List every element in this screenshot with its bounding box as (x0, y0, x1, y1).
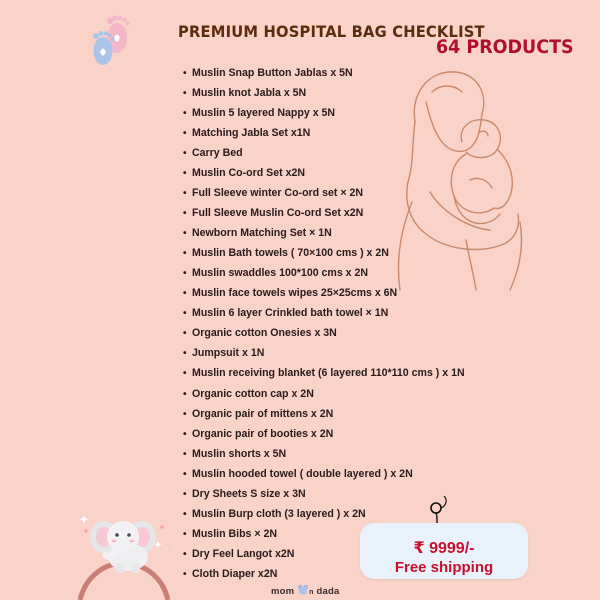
checklist-item: • Full Sleeve winter Co-ord set × 2N (183, 183, 465, 203)
checklist-item: • Muslin swaddles 100*100 cms x 2N (183, 263, 465, 283)
price-card (360, 523, 528, 579)
checklist-item: • Muslin face towels wipes 25×25cms x 6N (183, 283, 465, 303)
product-count-badge: 64 PRODUCTS (436, 36, 574, 58)
brand-right: dada (316, 586, 340, 597)
checklist-item: • Newborn Matching Set × 1N (183, 223, 465, 243)
checklist-item: • Muslin 6 layer Crinkled bath towel × 1N (183, 303, 465, 323)
checklist-item: • Cloth Diaper x2N (183, 564, 465, 584)
checklist-item: • Muslin shorts x 5N (183, 444, 465, 464)
brand-logo (271, 584, 339, 597)
price-value: ₹ 9999/- (413, 540, 475, 557)
checklist-item: • Organic cotton Onesies x 3N (183, 323, 465, 343)
checklist-item: • Muslin 5 layered Nappy x 5N (183, 103, 465, 123)
checklist-item: • Muslin hooded towel ( double layered ) x 2N (183, 464, 465, 484)
checklist-item: • Muslin receiving blanket (6 layered 110*110 cms ) x 1N (183, 363, 465, 383)
checklist-item: • Muslin knot Jabla x 5N (183, 83, 465, 103)
bear-icon (297, 584, 309, 595)
checklist-item: • Organic pair of mittens x 2N (183, 404, 465, 424)
checklist-item: • Organic pair of booties x 2N (183, 424, 465, 444)
checklist-item: • Full Sleeve Muslin Co-ord Set x2N (183, 203, 465, 223)
checklist-item: • Muslin Bibs × 2N (183, 524, 465, 544)
elephant-icon (66, 505, 182, 600)
checklist-item: • Jumpsuit x 1N (183, 343, 465, 363)
page-title: PREMIUM HOSPITAL BAG CHECKLIST (178, 22, 485, 41)
checklist-item: • Muslin Snap Button Jablas x 5N (183, 63, 465, 83)
baby-feet-icon (86, 12, 136, 70)
checklist-item: • Matching Jabla Set x1N (183, 123, 465, 143)
free-shipping-label: Free shipping (394, 559, 494, 576)
checklist-item: • Muslin Bath towels ( 70×100 cms ) x 2N (183, 243, 465, 263)
brand-left: mom (271, 586, 295, 597)
checklist-item: • Dry Sheets S size x 3N (183, 484, 465, 504)
checklist-item: • Organic cotton cap x 2N (183, 384, 465, 404)
checklist-item: • Carry Bed (183, 143, 465, 163)
checklist-item: • Dry Feel Langot x2N (183, 544, 465, 564)
checklist-item: • Muslin Co-ord Set x2N (183, 163, 465, 183)
brand-middle: n (309, 589, 314, 596)
checklist-item: • Muslin Burp cloth (3 layered ) x 2N (183, 504, 465, 524)
